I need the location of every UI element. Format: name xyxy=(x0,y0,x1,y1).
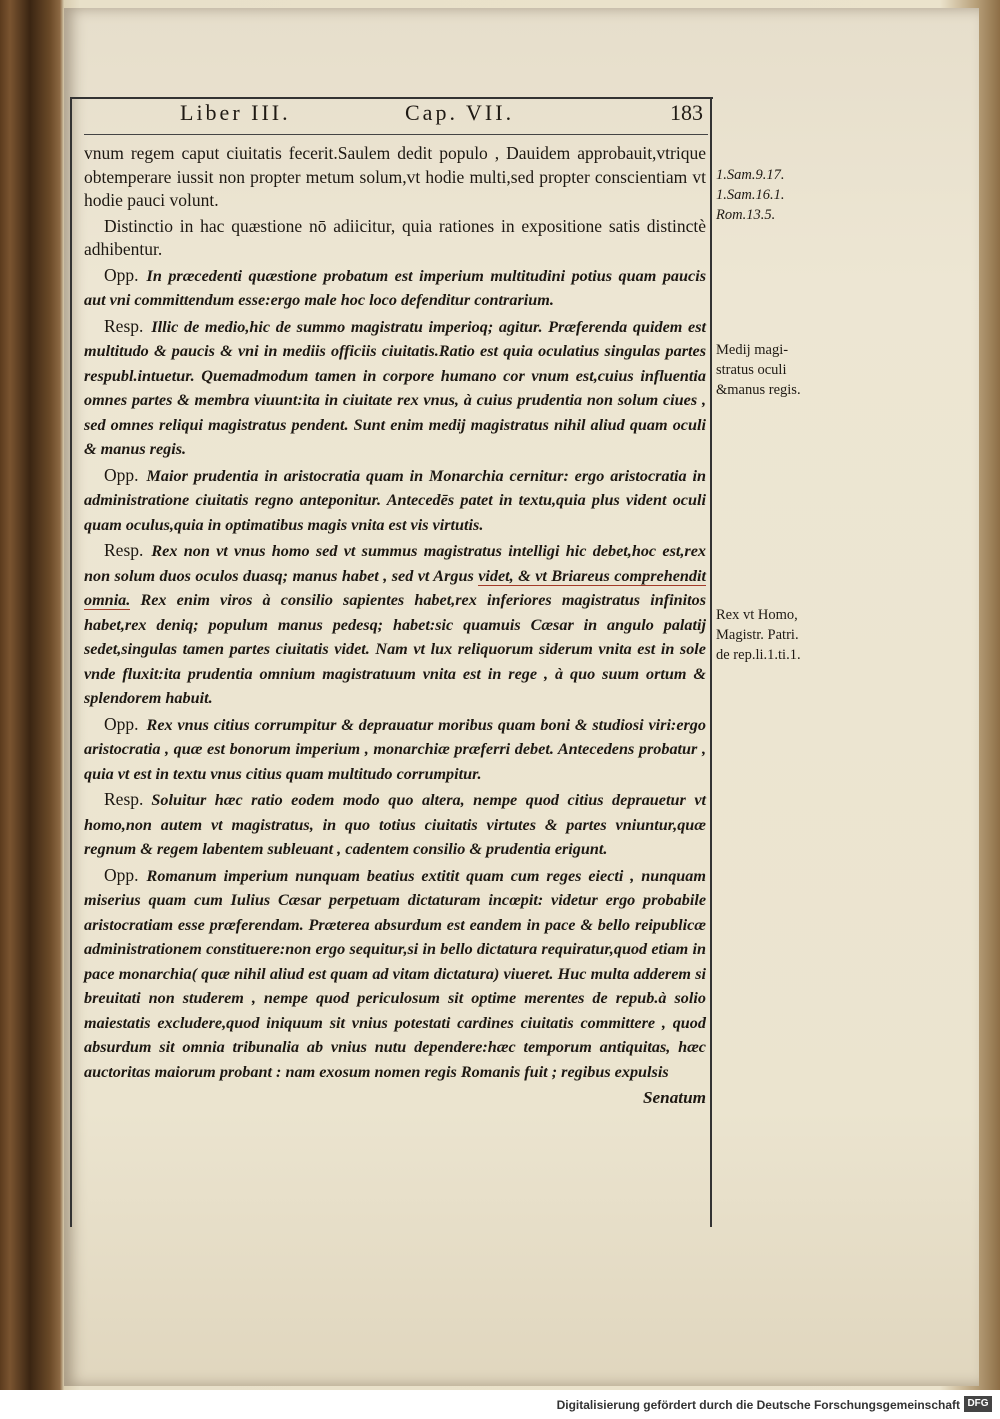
margin-note-line: stratus oculi xyxy=(716,362,787,378)
text-segment: Romanum imperium nunquam beatius extitit quam cum reges eiecti , nunquam miserius quam cum Iulius Cæsar perpetuam dictaturam incœpit: videtur ergo probabile aristocratiam esse præferendam. Præterea absurdum est eandem in pace & bello reipublicæ administrationem constituere:non ergo sequitur,si in bello dictatura requiratur,quod etiam in pace monarchia( quæ nihil aliud est quam ad vitam dictatura) viueret. Huc multa adderem si breuitati non studerem , nempe quod periculosum sit optime merentes de repub.à solio maiestatis excludere,quod iniquum sit vnius potestati cardines ciuitatis committere , quod absurdum sit omnia tribunalia ab vnius nutu dependere:hæc temporum antiquitas, hæc auctoritas maiorum probant : nam exosum nomen regis Romanis fuit ; regibus expulsis xyxy=(84,866,706,1081)
paragraph xyxy=(84,315,706,462)
margin-note-magistrates xyxy=(716,340,826,400)
footer-credit: Digitalisierung gefördert durch die Deutsche Forschungsgemeinschaft xyxy=(556,1398,960,1412)
text-segment: Distinctio in hac quæstione nō adiicitur, quia rationes in expositione satis distinctè adhibentur. xyxy=(84,215,706,259)
margin-note-line: Medij magi- xyxy=(716,342,789,358)
paragraph xyxy=(84,264,706,313)
catchword: Senatum xyxy=(642,1088,706,1107)
paragraph xyxy=(84,788,706,862)
margin-note-line: de rep.li.1.ti.1. xyxy=(716,647,801,663)
paragraph xyxy=(84,713,706,787)
page-number: 183 xyxy=(670,100,703,125)
running-head-chapter: Cap. VII. xyxy=(405,100,515,125)
paragraph-label: Opp. xyxy=(104,864,139,885)
head-rule xyxy=(84,134,708,135)
text-segment: videt, & vt Briareus comprehendit omnia. xyxy=(84,566,706,609)
paragraph-label: Opp. xyxy=(104,713,139,734)
text-segment: Rex vnus citius corrumpitur & deprauatur moribus quam boni & studiosi viri:ergo aristocratia , quæ est bonorum imperium , monarchiæ præferri debet. Antecedens probatur , quia vt est in textu vnus citius quam multitudo corrumpitur. xyxy=(84,715,706,783)
frame-rule-right xyxy=(710,97,712,1227)
frame-rule-top xyxy=(70,97,713,99)
paragraph-label: Opp. xyxy=(104,464,139,485)
footer-bar xyxy=(0,1390,1000,1419)
paragraph-label: Resp. xyxy=(104,789,144,809)
margin-note-line: Magistr. Patri. xyxy=(716,627,799,643)
text-segment: Rex enim viros à consilio sapientes habet,rex inferiores magistratus infinitos habet,rex deniq; populum manus pedesq; habet:sic quamuis Cæsar in angulo palatij sedet,singulas tamen partes ciuitatis videt. Nam vt lux reliquorum siderum vnita est in sole vnde fluxit:ita prudentia omnium magistratuum vnita est in rege , à quo suum ortum & splendorem habuit. xyxy=(84,591,706,707)
running-head-book: Liber III. xyxy=(180,100,291,125)
paragraph-label: Resp. xyxy=(104,540,144,560)
main-text xyxy=(84,142,706,1110)
margin-note-rex-homo xyxy=(716,605,826,665)
paragraph xyxy=(84,864,706,1085)
margin-note-line: 1.Sam.16.1. xyxy=(716,187,785,203)
margin-note-line: 1.Sam.9.17. xyxy=(716,167,785,183)
text-segment: Maior prudentia in aristocratia quam in Monarchia cernitur: ergo aristocratia in administratione ciuitatis regno anteponitur. Antecedēs patet in textu,quia plus vident oculi quam oculus,quia in optimatibus magis vnita est vis virtutis. xyxy=(84,466,706,534)
frame-rule-left xyxy=(70,97,72,1227)
paragraph xyxy=(84,539,706,711)
margin-note-line: Rex vt Homo, xyxy=(716,607,798,623)
dfg-logo: DFG xyxy=(964,1396,992,1412)
text-segment: vnum regem caput ciuitatis fecerit.Saulem dedit populo , Dauidem approbauit,vtrique obtemperare iussit non propter metum solum,vt hodie multi,sed propter conscientiam vt hodie pauci volunt. xyxy=(84,143,706,210)
margin-note-line: Rom.13.5. xyxy=(716,207,776,223)
paragraph xyxy=(84,464,706,538)
text-segment: Rex non vt vnus homo sed vt summus magistratus intelligi hic debet,hoc est,rex non solum duos oculos duasq; manus habet , sed vt Argus xyxy=(84,542,706,585)
text-segment: Soluitur hæc ratio eodem modo quo altera, nempe quod citius deprauetur vt homo,non autem vt magistratus, in quo totius ciuitatis virtutes & partes vniuntur,quæ regnum & regem labentem subleuant , cadentem consilio & prudentia erigunt. xyxy=(84,791,706,858)
paragraph-label: Opp. xyxy=(104,264,139,285)
paragraph xyxy=(84,142,706,213)
text-segment: In præcedenti quæstione probatum est imperium multitudini potius quam paucis aut vni committendum esse:ergo male hoc loco defenditur contrarium. xyxy=(84,266,706,309)
margin-note-scripture xyxy=(716,165,826,225)
paragraph xyxy=(84,215,706,262)
paragraph-label: Resp. xyxy=(104,315,144,336)
running-head xyxy=(80,100,710,132)
margin-note-line: &manus regis. xyxy=(716,382,801,398)
text-segment: Illic de medio,hic de summo magistratu imperioq; agitur. Præferenda quidem est multitudo & paucis & vni in mediis officiis ciuitatis.Ratio est quia oculatius singulas partes respubl.intuetur. Quemadmodum tamen in corpore humano cor vnum est,cuius influentia omnes partes & membra viuunt:ita in ciuitate rex vnus, à cuius prudentia non solum ciues , sed omnes reliqui magistratus pendent. Sunt enim medij magistratus nihil aliud quam oculi & manus regis. xyxy=(84,317,706,458)
